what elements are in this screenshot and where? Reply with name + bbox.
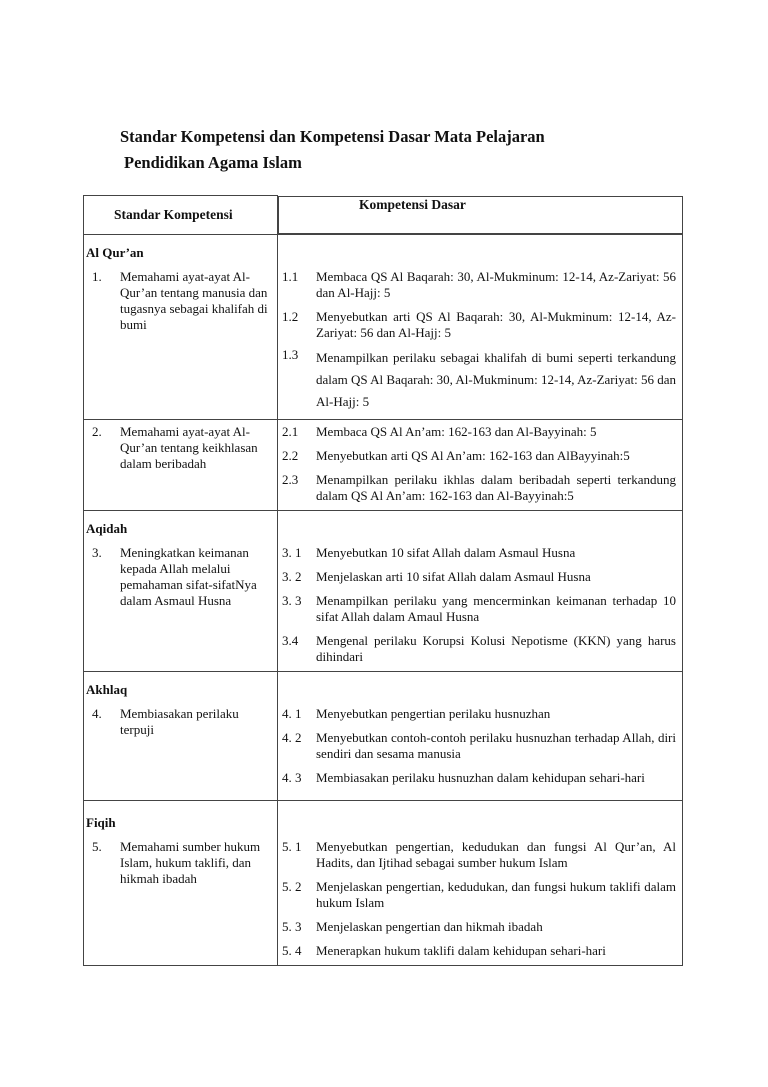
kd-number: 5. 4 bbox=[282, 942, 302, 958]
kd-number: 1.3 bbox=[282, 346, 299, 362]
section-heading: Aqidah bbox=[84, 510, 278, 541]
kd-number: 3. 1 bbox=[282, 544, 302, 560]
kd-number: 3. 3 bbox=[282, 592, 302, 608]
section-heading-row bbox=[84, 234, 683, 265]
kd-text: Menerapkan hukum taklifi dalam kehidupan sehari-hari bbox=[316, 942, 606, 958]
kd-number: 1.1 bbox=[282, 268, 299, 284]
kd-text: Menyebutkan arti QS Al Baqarah: 30, Al-Mukminum: 12-14, Az-Zariyat: 56 dan Al-Hajj: 5 bbox=[316, 308, 676, 340]
sk-text: Membiasakan perilaku terpuji bbox=[120, 705, 239, 737]
kd-item bbox=[282, 593, 676, 625]
section-heading: Akhlaq bbox=[84, 671, 278, 702]
kd-text: Menjelaskan arti 10 sifat Allah dalam Asmaul Husna bbox=[316, 568, 591, 584]
kd-number: 2.3 bbox=[282, 471, 299, 487]
kd-text: Menjelaskan pengertian dan hikmah ibadah bbox=[316, 918, 543, 934]
kd-number: 3.4 bbox=[282, 632, 299, 648]
kd-item bbox=[282, 569, 676, 585]
table-row bbox=[84, 419, 683, 510]
kd-text: Mengenal perilaku Korupsi Kolusi Nepotisme (KKN) yang harus dihindari bbox=[316, 632, 676, 664]
page-title bbox=[120, 124, 545, 176]
kd-item bbox=[282, 424, 676, 440]
kd-item bbox=[282, 730, 676, 762]
sk-text: Memahami ayat-ayat Al-Qur’an tentang manusia dan tugasnya sebagai khalifah di bumi bbox=[120, 268, 268, 332]
kd-text: Menjelaskan pengertian, kedudukan, dan fungsi hukum taklifi dalam hukum Islam bbox=[316, 878, 676, 910]
kd-text: Membaca QS Al An’am: 162-163 dan Al-Bayyinah: 5 bbox=[316, 423, 597, 439]
table-header-row bbox=[84, 196, 683, 235]
kd-item bbox=[282, 943, 676, 959]
kd-number: 1.2 bbox=[282, 308, 299, 324]
section-heading-row bbox=[84, 510, 683, 541]
kd-text: Menyebutkan arti QS Al An’am: 162-163 dan AlBayyinah:5 bbox=[316, 447, 630, 463]
section-heading-row bbox=[84, 671, 683, 702]
kd-item bbox=[282, 347, 676, 413]
sk-text: Memahami sumber hukum Islam, hukum taklifi, dan hikmah ibadah bbox=[120, 838, 261, 886]
kd-number: 2.1 bbox=[282, 423, 299, 439]
kd-item bbox=[282, 269, 676, 301]
kd-number: 5. 3 bbox=[282, 918, 302, 934]
kd-item bbox=[282, 919, 676, 935]
header-standar-kompetensi: Standar Kompetensi bbox=[84, 196, 278, 235]
title-line-2: Pendidikan Agama Islam bbox=[124, 153, 302, 172]
section-heading-row bbox=[84, 800, 683, 835]
kd-text: Menampilkan perilaku sebagai khalifah di bumi seperti terkandung dalam QS Al Baqarah: 30, Al-Mukminum: 12-14, Az-Zariyat: 56 dan Al-Hajj: 5 bbox=[316, 349, 676, 409]
title-line-1: Standar Kompetensi dan Kompetensi Dasar Mata Pelajaran bbox=[120, 127, 545, 146]
kd-item bbox=[282, 839, 676, 871]
sk-number: 2. bbox=[92, 423, 102, 439]
kd-text: Menampilkan perilaku ikhlas dalam beribadah seperti terkandung dalam QS Al An’am: 162-163 dan Al-Bayyinah:5 bbox=[316, 471, 676, 503]
competency-table bbox=[83, 195, 683, 966]
sk-text: Memahami ayat-ayat Al-Qur’an tentang keikhlasan dalam beribadah bbox=[120, 423, 258, 471]
kd-item bbox=[282, 770, 676, 786]
kd-text: Menyebutkan pengertian perilaku husnuzhan bbox=[316, 705, 551, 721]
section-heading: Al Qur’an bbox=[84, 234, 278, 265]
kd-item bbox=[282, 633, 676, 665]
kd-item bbox=[282, 879, 676, 911]
table-row bbox=[84, 702, 683, 801]
kd-number: 3. 2 bbox=[282, 568, 302, 584]
kd-text: Menyebutkan 10 sifat Allah dalam Asmaul Husna bbox=[316, 544, 576, 560]
kd-number: 5. 2 bbox=[282, 878, 302, 894]
table-row bbox=[84, 541, 683, 672]
sk-number: 3. bbox=[92, 544, 102, 560]
kd-item bbox=[282, 545, 676, 561]
sk-number: 1. bbox=[92, 268, 102, 284]
header-kompetensi-dasar: Kompetensi Dasar bbox=[278, 196, 683, 234]
kd-item bbox=[282, 309, 676, 341]
kd-number: 4. 3 bbox=[282, 769, 302, 785]
kd-text: Menampilkan perilaku yang mencerminkan keimanan terhadap 10 sifat Allah dalam Amaul Husna bbox=[316, 592, 676, 624]
table-row bbox=[84, 835, 683, 966]
kd-item bbox=[282, 448, 676, 464]
table-row bbox=[84, 265, 683, 420]
kd-text: Membaca QS Al Baqarah: 30, Al-Mukminum: 12-14, Az-Zariyat: 56 dan Al-Hajj: 5 bbox=[316, 268, 676, 300]
kd-item bbox=[282, 706, 676, 722]
sk-number: 5. bbox=[92, 838, 102, 854]
kd-number: 2.2 bbox=[282, 447, 299, 463]
kd-text: Membiasakan perilaku husnuzhan dalam kehidupan sehari-hari bbox=[316, 769, 645, 785]
kd-text: Menyebutkan contoh-contoh perilaku husnuzhan terhadap Allah, diri sendiri dan sesama manusia bbox=[316, 729, 676, 761]
sk-text: Meningkatkan keimanan kepada Allah melalui pemahaman sifat-sifatNya dalam Asmaul Husna bbox=[120, 544, 257, 608]
kd-item bbox=[282, 472, 676, 504]
sk-number: 4. bbox=[92, 705, 102, 721]
kd-text: Menyebutkan pengertian, kedudukan dan fungsi Al Qur’an, Al Hadits, dan Ijtihad sebagai sumber hukum Islam bbox=[316, 838, 676, 870]
kd-number: 4. 1 bbox=[282, 705, 302, 721]
section-heading: Fiqih bbox=[84, 800, 278, 835]
kd-number: 5. 1 bbox=[282, 838, 302, 854]
kd-number: 4. 2 bbox=[282, 729, 302, 745]
